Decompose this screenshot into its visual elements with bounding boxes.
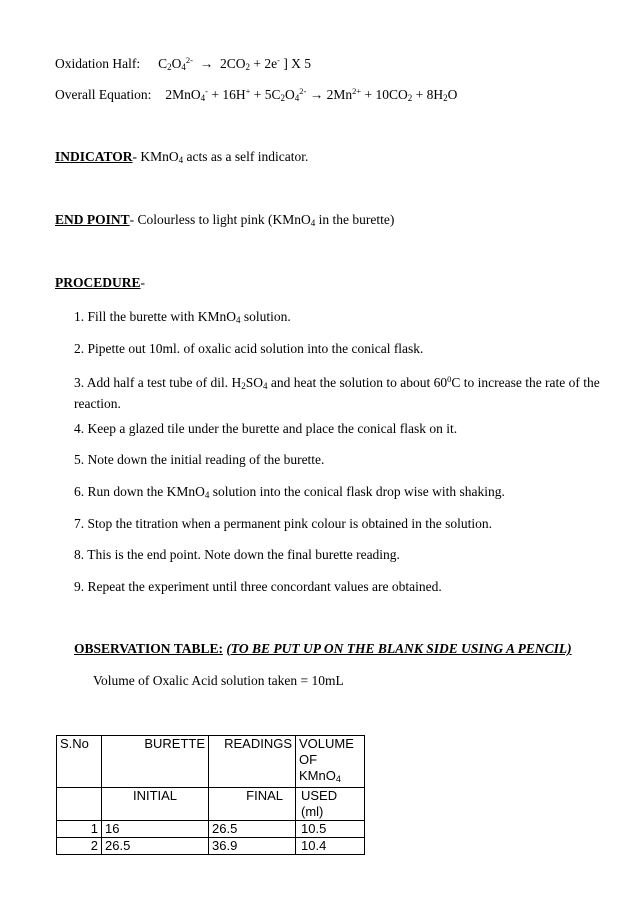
procedure-step-9: 9. Repeat the experiment until three concordant values are obtained. [74, 579, 442, 594]
header-readings: READINGS [209, 736, 296, 788]
procedure-heading: PROCEDURE [55, 275, 141, 290]
overall-equation: Overall Equation: $2MnO_4^- + 16H^+ + 5C_2O_4^{2-} \to 2Mn^{2+} + 10CO_2 + 8H_2O$ [55, 86, 458, 103]
overall-equation-label: Overall Equation: [55, 87, 152, 102]
table-row: 2 26.5 36.9 10.4 [57, 838, 365, 855]
procedure-step-2: 2. Pipette out 10ml. of oxalic acid solution into the conical flask. [74, 341, 424, 356]
indicator-line: INDICATOR- KMnO$_4$ acts as a self indicator. [55, 149, 309, 165]
observation-note: (TO BE PUT UP ON THE BLANK SIDE USING A PENCIL) [226, 641, 572, 656]
oxidation-half-equation: Oxidation Half: $C_2O_4^{2-} \to 2CO_2 + 2e^-$ ] X 5 [55, 55, 312, 72]
header-used: USED (ml) [296, 788, 365, 821]
header-burette: BURETTE [102, 736, 209, 788]
procedure-step-7: 7. Stop the titration when a permanent pink colour is obtained in the solution. [74, 516, 493, 531]
header-sno: S.No [57, 736, 102, 788]
procedure-step-1: 1. Fill the burette with KMnO$_4$ solution. [74, 309, 291, 325]
header-final: FINAL [209, 788, 296, 821]
table-subheader-row [57, 788, 365, 821]
volume-taken-line: Volume of Oxalic Acid solution taken = 10mL [93, 673, 344, 688]
end-point-line: END POINT- Colourless to light pink (KMnO$_4$ in the burette) [55, 212, 395, 228]
observation-table [56, 735, 365, 855]
procedure-step-3: 3. Add half a test tube of dil. $H_2SO_4$ and heat the solution to about $60^0C$ to increase the rate of the reaction. [74, 374, 600, 411]
observation-heading-line [74, 641, 572, 657]
table-row: 1 16 26.5 10.5 [57, 821, 365, 838]
procedure-step-6: 6. Run down the KMnO$_4$ solution into the conical flask drop wise with shaking. [74, 484, 505, 500]
procedure-heading-line: PROCEDURE- [55, 275, 146, 290]
oxidation-half-label: Oxidation Half: [55, 56, 141, 71]
procedure-step-5: 5. Note down the initial reading of the burette. [74, 452, 325, 467]
procedure-step-4: 4. Keep a glazed tile under the burette and place the conical flask on it. [74, 421, 458, 436]
reaction-arrow: → [199, 56, 214, 71]
end-point-heading: END POINT [55, 212, 130, 227]
observation-heading: OBSERVATION TABLE: [74, 641, 223, 656]
procedure-step-8: 8. This is the end point. Note down the final burette reading. [74, 547, 400, 562]
indicator-heading: INDICATOR [55, 149, 133, 164]
header-initial: INITIAL [102, 788, 209, 821]
header-volume: VOLUME OF KMnO$_4$ [296, 736, 365, 788]
table-header-row [57, 736, 365, 788]
